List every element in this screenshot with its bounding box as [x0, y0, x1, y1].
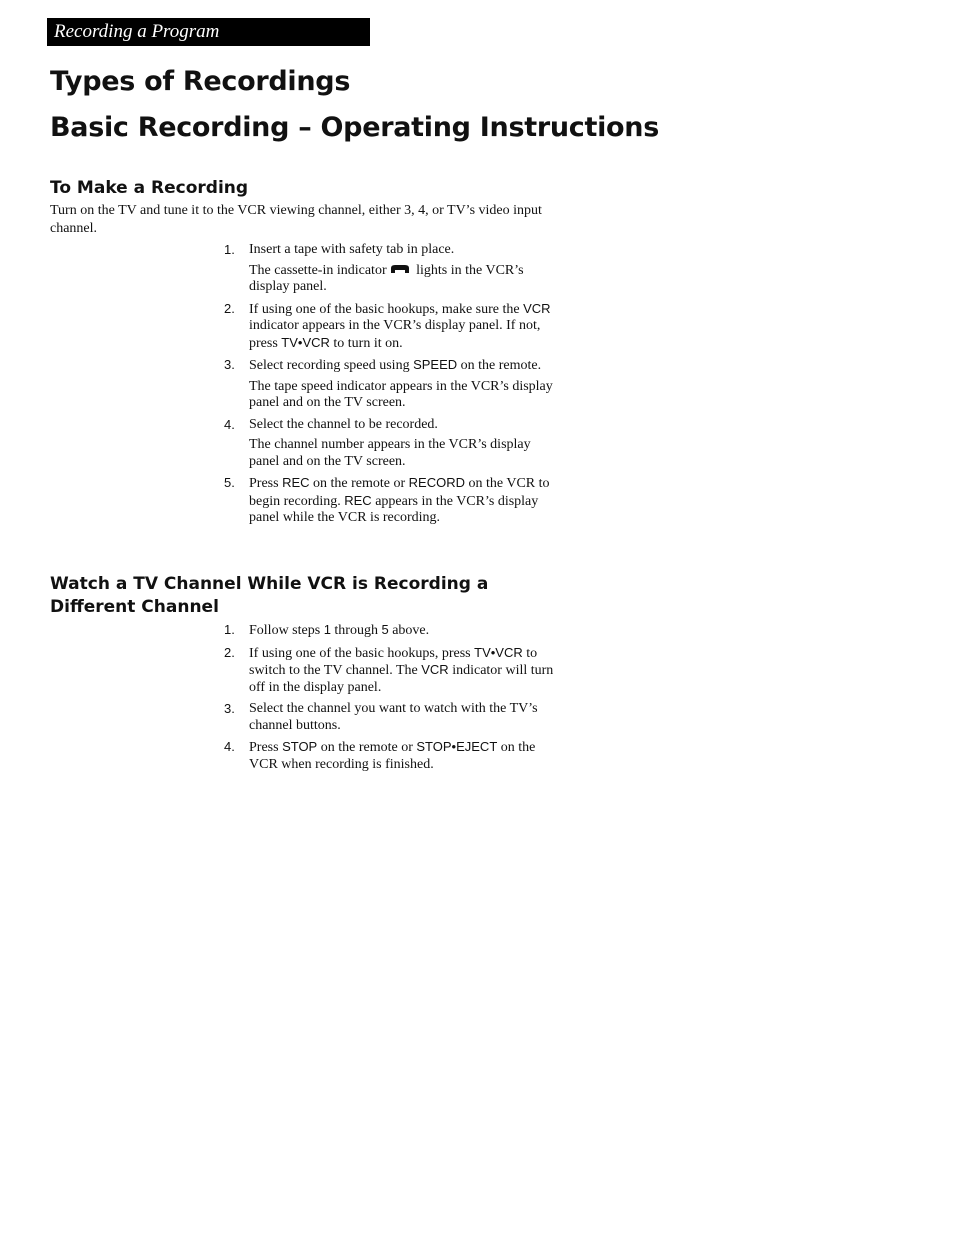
step-number: 2.	[224, 300, 235, 316]
section-header	[47, 18, 370, 46]
key-label: VCR	[523, 300, 551, 316]
key-label: TV•VCR	[281, 334, 330, 350]
step-number: 5.	[224, 475, 235, 490]
list-item	[224, 301, 564, 353]
key-label: SPEED	[413, 357, 458, 372]
key-label: RECORD	[408, 475, 465, 490]
step-text: Select the channel to be recorded.	[249, 416, 438, 432]
step-text: Insert a tape with safety tab in place.	[249, 242, 455, 257]
step-text: to turn it on.	[329, 335, 403, 351]
list-item	[224, 357, 564, 412]
key-label: STOP•EJECT	[416, 739, 498, 754]
list-item	[224, 645, 564, 697]
section-heading-make-recording: To Make a Recording	[50, 178, 249, 198]
step-number: 2.	[224, 644, 235, 660]
key-label: REC	[282, 475, 310, 490]
page-title-basic-recording: Basic Recording – Operating Instructions	[50, 112, 659, 143]
section-header-title: Recording a Program	[54, 21, 220, 42]
section-heading-watch-tv	[50, 573, 488, 619]
step-text: If using one of the basic hookups, press	[249, 645, 475, 661]
section-intro: Turn on the TV and tune it to the VCR viewing channel, either 3, 4, or TV’s video input channel.	[50, 203, 542, 236]
step-note-text: lights in the VCR’s display panel.	[249, 262, 524, 294]
step-note: The channel number appears in the VCR’s display panel and on the TV screen.	[249, 437, 531, 469]
step-text: Press	[249, 740, 283, 755]
key-label: 1	[323, 622, 331, 637]
step-text: indicator appears in the VCR’s display panel. If not, press	[249, 318, 541, 351]
step-text: on the remote or	[317, 740, 417, 755]
list-item	[224, 739, 564, 773]
page-title-types: Types of Recordings	[50, 66, 351, 97]
step-text: on the remote or	[309, 476, 409, 491]
key-label: TV•VCR	[474, 644, 523, 660]
step-text: Follow steps	[249, 623, 324, 638]
section-heading-line: Different Channel	[50, 597, 219, 617]
key-label: STOP	[282, 739, 318, 754]
recording-steps-list	[224, 242, 564, 527]
step-text: appears in the VCR’s display panel while the VCR is recording.	[249, 493, 539, 525]
step-text: on the VCR when recording is finished.	[249, 740, 536, 772]
step-note	[249, 263, 564, 296]
list-item	[224, 622, 564, 640]
step-text: If using one of the basic hookups, make sure the	[249, 301, 524, 317]
step-number: 3.	[224, 701, 235, 716]
key-label: VCR	[421, 662, 449, 677]
step-text: above.	[388, 623, 430, 638]
cassette-in-icon	[389, 264, 411, 274]
step-text: on the VCR to begin recording.	[249, 476, 550, 509]
watch-steps-list	[224, 622, 564, 773]
section-heading-line: Watch a TV Channel While VCR is Recording a	[50, 574, 489, 594]
key-label: 5	[381, 622, 389, 637]
step-note: The tape speed indicator appears in the VCR’s display panel and on the TV screen.	[249, 378, 553, 410]
step-text: through	[330, 623, 382, 638]
list-item	[224, 475, 564, 527]
step-text: indicator will turn off in the display panel.	[249, 663, 554, 695]
step-text: Select the channel you want to watch with the TV’s channel buttons.	[249, 701, 538, 733]
list-item	[224, 242, 564, 296]
key-label: REC	[344, 492, 372, 508]
step-number: 3.	[224, 357, 235, 372]
list-item	[224, 701, 564, 734]
step-number: 1.	[224, 242, 235, 257]
step-number: 4.	[224, 416, 235, 432]
step-text: Select recording speed using	[249, 358, 414, 373]
step-number: 4.	[224, 739, 235, 754]
step-note-text: The cassette-in indicator	[249, 262, 387, 278]
list-item	[224, 417, 564, 471]
step-number: 1.	[224, 622, 235, 637]
step-text: on the remote.	[457, 358, 542, 373]
step-text: to switch to the TV channel. The	[249, 645, 538, 678]
step-text: Press	[249, 476, 283, 491]
